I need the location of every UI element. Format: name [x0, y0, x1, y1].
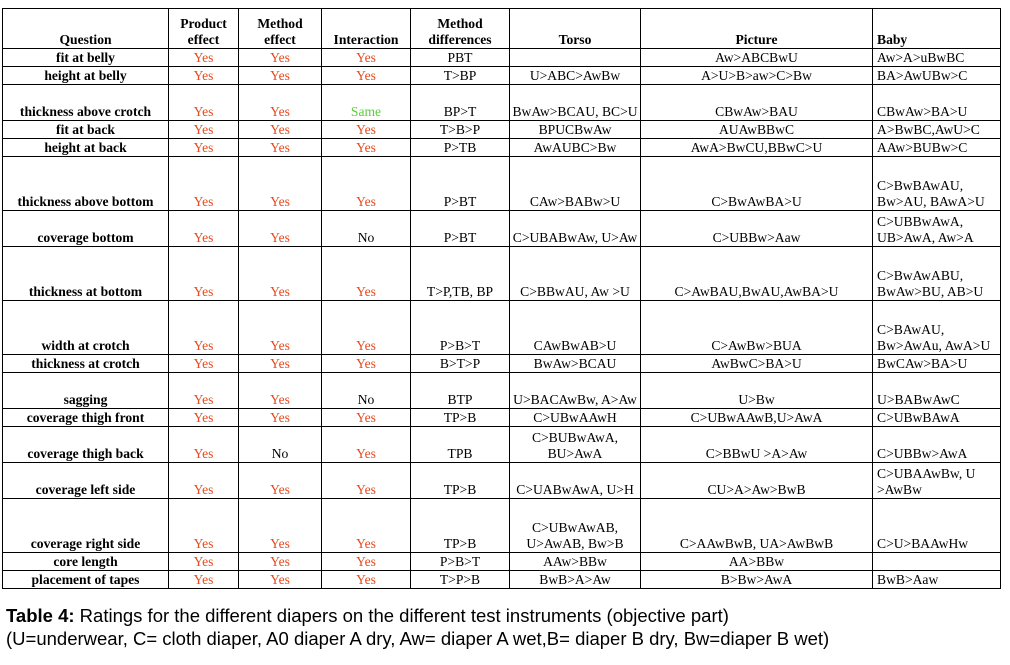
cell-product-effect: Yes	[169, 139, 239, 157]
cell-picture: U>Bw	[641, 373, 873, 409]
cell-picture: CU>A>Aw>BwB	[641, 463, 873, 499]
cell-torso: U>BACAwBw, A>Aw	[510, 373, 641, 409]
cell-question: coverage thigh back	[3, 427, 169, 463]
cell-baby: BwB>Aaw	[873, 571, 1001, 589]
caption-text: Ratings for the different diapers on the different test instruments (objective part)	[74, 605, 729, 626]
header-product-effect: Product effect	[169, 9, 239, 49]
cell-product-effect: Yes	[169, 67, 239, 85]
cell-method-differences: TP>B	[411, 499, 510, 553]
cell-torso: CAw>BABw>U	[510, 157, 641, 211]
cell-product-effect: Yes	[169, 463, 239, 499]
table-row	[3, 571, 1001, 589]
cell-product-effect: Yes	[169, 355, 239, 373]
cell-method-effect: Yes	[239, 121, 322, 139]
cell-picture: AwBwC>BA>U	[641, 355, 873, 373]
table-row	[3, 301, 1001, 355]
cell-method-differences: TPB	[411, 427, 510, 463]
cell-product-effect: Yes	[169, 49, 239, 67]
cell-interaction: Yes	[322, 571, 411, 589]
header-method-effect: Method effect	[239, 9, 322, 49]
cell-torso: U>ABC>AwBw	[510, 67, 641, 85]
cell-product-effect: Yes	[169, 301, 239, 355]
cell-picture: C>BBwU >A>Aw	[641, 427, 873, 463]
cell-product-effect: Yes	[169, 85, 239, 121]
cell-method-differences: BP>T	[411, 85, 510, 121]
cell-baby: C>BwBAwAU, Bw>AU, BAwA>U	[873, 157, 1001, 211]
cell-baby: C>UBBwAwA, UB>AwA, Aw>A	[873, 211, 1001, 247]
cell-baby: AAw>BUBw>C	[873, 139, 1001, 157]
cell-question: coverage right side	[3, 499, 169, 553]
cell-torso: C>BBwAU, Aw >U	[510, 247, 641, 301]
cell-method-effect: No	[239, 427, 322, 463]
cell-method-effect: Yes	[239, 571, 322, 589]
header-baby: Baby	[873, 9, 1001, 49]
cell-question: thickness above bottom	[3, 157, 169, 211]
cell-method-differences: P>BT	[411, 157, 510, 211]
table-row	[3, 85, 1001, 121]
cell-torso: BPUCBwAw	[510, 121, 641, 139]
cell-baby: Aw>A>uBwBC	[873, 49, 1001, 67]
cell-product-effect: Yes	[169, 247, 239, 301]
table-row	[3, 463, 1001, 499]
cell-method-effect: Yes	[239, 355, 322, 373]
table-row	[3, 139, 1001, 157]
cell-interaction: Yes	[322, 409, 411, 427]
cell-method-effect: Yes	[239, 373, 322, 409]
caption-line-2: (U=underwear, C= cloth diaper, A0 diaper A dry, Aw= diaper A wet,B= diaper B dry, Bw=diaper B wet)	[6, 628, 830, 649]
cell-question: height at belly	[3, 67, 169, 85]
cell-baby: C>UBBw>AwA	[873, 427, 1001, 463]
cell-picture: C>AwBAU,BwAU,AwBA>U	[641, 247, 873, 301]
cell-torso: C>UBABwAw, U>Aw	[510, 211, 641, 247]
cell-baby: CBwAw>BA>U	[873, 85, 1001, 121]
cell-question: placement of tapes	[3, 571, 169, 589]
cell-question: fit at belly	[3, 49, 169, 67]
cell-torso: AwAUBC>Bw	[510, 139, 641, 157]
cell-method-differences: T>BP	[411, 67, 510, 85]
cell-method-differences: B>T>P	[411, 355, 510, 373]
cell-interaction: Yes	[322, 67, 411, 85]
cell-product-effect: Yes	[169, 157, 239, 211]
cell-interaction: Yes	[322, 553, 411, 571]
cell-question: coverage left side	[3, 463, 169, 499]
cell-interaction: Yes	[322, 49, 411, 67]
cell-torso: AAw>BBw	[510, 553, 641, 571]
cell-method-effect: Yes	[239, 85, 322, 121]
table-row	[3, 247, 1001, 301]
cell-baby: C>BwAwABU, BwAw>BU, AB>U	[873, 247, 1001, 301]
table-row	[3, 499, 1001, 553]
cell-picture: C>UBBw>Aaw	[641, 211, 873, 247]
header-torso: Torso	[510, 9, 641, 49]
table-row	[3, 355, 1001, 373]
table-row	[3, 67, 1001, 85]
cell-baby: BA>AwUBw>C	[873, 67, 1001, 85]
cell-interaction: Yes	[322, 247, 411, 301]
table-row	[3, 121, 1001, 139]
cell-picture: B>Bw>AwA	[641, 571, 873, 589]
table-caption	[6, 604, 829, 650]
cell-baby: BwCAw>BA>U	[873, 355, 1001, 373]
cell-method-effect: Yes	[239, 409, 322, 427]
cell-method-differences: PBT	[411, 49, 510, 67]
cell-method-effect: Yes	[239, 157, 322, 211]
cell-question: coverage bottom	[3, 211, 169, 247]
cell-picture: CBwAw>BAU	[641, 85, 873, 121]
cell-question: coverage thigh front	[3, 409, 169, 427]
cell-torso: BwAw>BCAU, BC>U	[510, 85, 641, 121]
cell-baby: C>UBwBAwA	[873, 409, 1001, 427]
cell-method-effect: Yes	[239, 499, 322, 553]
cell-question: thickness at bottom	[3, 247, 169, 301]
caption-label: Table 4:	[6, 605, 75, 626]
cell-product-effect: Yes	[169, 373, 239, 409]
cell-interaction: Yes	[322, 355, 411, 373]
cell-question: fit at back	[3, 121, 169, 139]
cell-baby: C>BAwAU, Bw>AwAu, AwA>U	[873, 301, 1001, 355]
cell-baby: U>BABwAwC	[873, 373, 1001, 409]
table-row	[3, 157, 1001, 211]
cell-picture: C>AAwBwB, UA>AwBwB	[641, 499, 873, 553]
table-row	[3, 211, 1001, 247]
cell-picture: A>U>B>aw>C>Bw	[641, 67, 873, 85]
cell-torso	[510, 49, 641, 67]
cell-method-effect: Yes	[239, 211, 322, 247]
cell-interaction: Yes	[322, 139, 411, 157]
cell-product-effect: Yes	[169, 211, 239, 247]
cell-method-differences: T>B>P	[411, 121, 510, 139]
cell-torso: C>UABwAwA, U>H	[510, 463, 641, 499]
cell-picture: Aw>ABCBwU	[641, 49, 873, 67]
cell-picture: AA>BBw	[641, 553, 873, 571]
cell-interaction: Yes	[322, 157, 411, 211]
cell-product-effect: Yes	[169, 121, 239, 139]
header-question: Question	[3, 9, 169, 49]
cell-method-differences: BTP	[411, 373, 510, 409]
header-interaction: Interaction	[322, 9, 411, 49]
header-picture: Picture	[641, 9, 873, 49]
table-row	[3, 409, 1001, 427]
cell-baby: C>UBAAwBw, U >AwBw	[873, 463, 1001, 499]
cell-picture: AwA>BwCU,BBwC>U	[641, 139, 873, 157]
cell-method-effect: Yes	[239, 49, 322, 67]
cell-interaction: Yes	[322, 301, 411, 355]
cell-torso: CAwBwAB>U	[510, 301, 641, 355]
cell-interaction: Yes	[322, 427, 411, 463]
cell-torso: BwB>A>Aw	[510, 571, 641, 589]
cell-baby: A>BwBC,AwU>C	[873, 121, 1001, 139]
cell-method-differences: P>B>T	[411, 553, 510, 571]
cell-interaction: No	[322, 373, 411, 409]
cell-interaction: Yes	[322, 499, 411, 553]
cell-method-differences: TP>B	[411, 409, 510, 427]
cell-question: thickness at crotch	[3, 355, 169, 373]
caption-line-1	[6, 604, 829, 627]
cell-torso: C>BUBwAwA, BU>AwA	[510, 427, 641, 463]
cell-method-effect: Yes	[239, 553, 322, 571]
cell-question: width at crotch	[3, 301, 169, 355]
cell-product-effect: Yes	[169, 409, 239, 427]
cell-interaction: No	[322, 211, 411, 247]
cell-picture: C>BwAwBA>U	[641, 157, 873, 211]
cell-picture: C>AwBw>BUA	[641, 301, 873, 355]
cell-question: height at back	[3, 139, 169, 157]
cell-method-effect: Yes	[239, 139, 322, 157]
cell-method-effect: Yes	[239, 67, 322, 85]
cell-product-effect: Yes	[169, 571, 239, 589]
cell-interaction: Yes	[322, 463, 411, 499]
table-row	[3, 49, 1001, 67]
cell-product-effect: Yes	[169, 499, 239, 553]
cell-method-effect: Yes	[239, 247, 322, 301]
cell-question: core length	[3, 553, 169, 571]
cell-product-effect: Yes	[169, 427, 239, 463]
cell-method-differences: P>B>T	[411, 301, 510, 355]
cell-question: sagging	[3, 373, 169, 409]
header-row	[3, 9, 1001, 49]
cell-interaction: Yes	[322, 121, 411, 139]
cell-question: thickness above crotch	[3, 85, 169, 121]
cell-picture: C>UBwAAwB,U>AwA	[641, 409, 873, 427]
cell-method-differences: T>P>B	[411, 571, 510, 589]
cell-torso: C>UBwAwAB, U>AwAB, Bw>B	[510, 499, 641, 553]
ratings-table	[2, 8, 1001, 589]
cell-product-effect: Yes	[169, 553, 239, 571]
header-method-differences: Method differences	[411, 9, 510, 49]
table-row	[3, 373, 1001, 409]
cell-baby: C>U>BAAwHw	[873, 499, 1001, 553]
cell-method-differences: T>P,TB, BP	[411, 247, 510, 301]
cell-picture: AUAwBBwC	[641, 121, 873, 139]
cell-torso: BwAw>BCAU	[510, 355, 641, 373]
table-row	[3, 427, 1001, 463]
cell-method-effect: Yes	[239, 301, 322, 355]
cell-method-differences: P>BT	[411, 211, 510, 247]
cell-method-differences: TP>B	[411, 463, 510, 499]
cell-method-differences: P>TB	[411, 139, 510, 157]
cell-baby	[873, 553, 1001, 571]
table-row	[3, 553, 1001, 571]
cell-torso: C>UBwAAwH	[510, 409, 641, 427]
cell-method-effect: Yes	[239, 463, 322, 499]
cell-interaction: Same	[322, 85, 411, 121]
